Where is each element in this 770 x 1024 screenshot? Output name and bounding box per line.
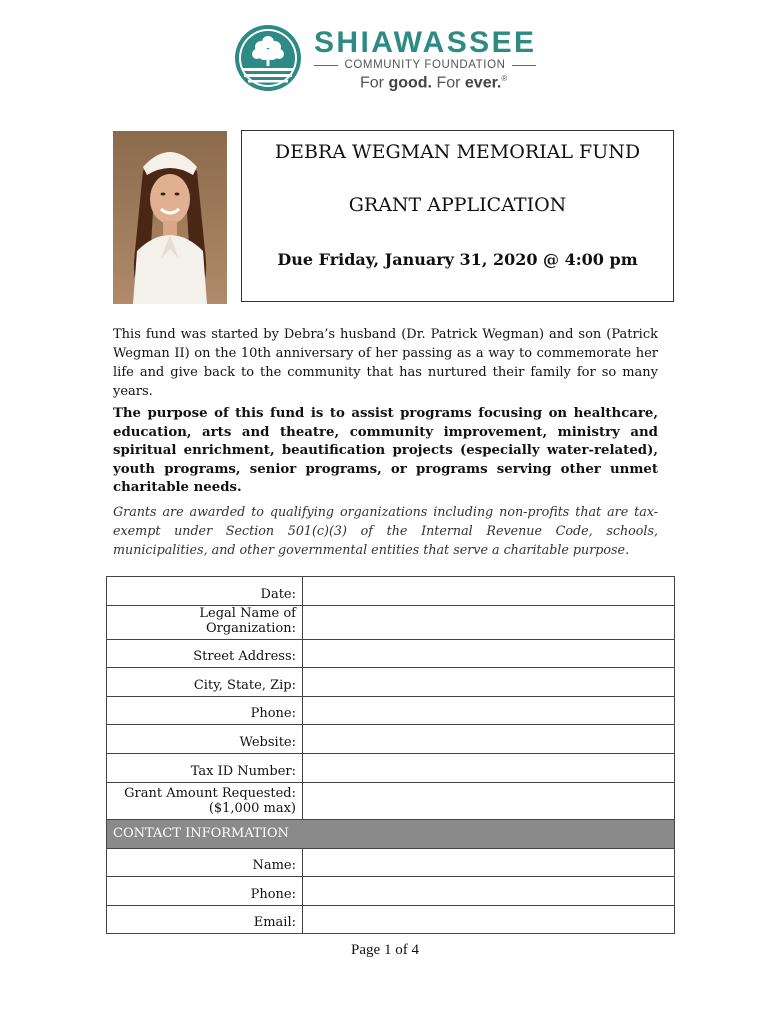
field-label: Email:: [107, 905, 303, 934]
field-label: Grant Amount Requested: ($1,000 max): [107, 782, 303, 819]
tagline: [360, 74, 507, 92]
field-label: City, State, Zip:: [107, 668, 303, 697]
eligibility-paragraph: Grants are awarded to qualifying organizations including non-profits that are tax-exempt under Section 501(c)(3) of the Internal Revenue Code, schools, municipalities, and other governmental entities that serve a charitable purpose.: [113, 504, 658, 557]
field-label: Phone:: [107, 877, 303, 906]
purpose-paragraph: The purpose of this fund is to assist programs focusing on healthcare, education, arts and theatre, community improvement, ministry and spiritual enrichment, beautification projects (especially water-related), youth programs, senior programs, or programs serving other unmet charitable needs.: [113, 406, 658, 495]
due-date: Due Friday, January 31, 2020 @ 4:00 pm: [277, 250, 638, 269]
form-row: [107, 877, 675, 906]
field-label: Tax ID Number:: [107, 753, 303, 782]
fund-title: DEBRA WEGMAN MEMORIAL FUND: [274, 141, 641, 163]
org-name: SHIAWASSEE: [314, 26, 537, 59]
document-title: GRANT APPLICATION: [348, 194, 567, 216]
tagline-ever: ever.: [464, 74, 502, 92]
form-row: [107, 605, 675, 639]
field-label: Street Address:: [107, 639, 303, 668]
date-field[interactable]: [303, 577, 675, 606]
contact-name-field[interactable]: [303, 848, 675, 877]
org-subtitle-row: [314, 58, 536, 72]
contact-section-header: CONTACT INFORMATION: [107, 819, 675, 848]
city-state-zip-field[interactable]: [303, 668, 675, 697]
field-label: Name:: [107, 848, 303, 877]
form-row: [107, 905, 675, 934]
tagline-prefix: For: [360, 74, 389, 92]
phone-field[interactable]: [303, 696, 675, 725]
form-row: [107, 639, 675, 668]
form-row: [107, 753, 675, 782]
street-address-field[interactable]: [303, 639, 675, 668]
divider: [512, 65, 536, 66]
grant-amount-field[interactable]: [303, 782, 675, 819]
portrait-photo: [113, 131, 227, 304]
contact-email-field[interactable]: [303, 905, 675, 934]
field-label: Date:: [107, 577, 303, 606]
intro-paragraph: This fund was started by Debra’s husband (Dr. Patrick Wegman) and son (Patrick Wegman II) on the 10th anniversary of her passing as a way to commemorate her life and give back to the community that has nurtured their family for so many years.: [113, 327, 658, 399]
registered-mark: ®: [501, 74, 508, 83]
divider: [314, 65, 338, 66]
tax-id-field[interactable]: [303, 753, 675, 782]
form-row: [107, 782, 675, 819]
application-form: [106, 576, 675, 934]
title-box: [241, 130, 674, 302]
field-label: Phone:: [107, 696, 303, 725]
section-header-row: [107, 819, 675, 848]
form-row: [107, 848, 675, 877]
form-row: [107, 577, 675, 606]
organization-name-field[interactable]: [303, 605, 675, 639]
tagline-mid: For: [432, 74, 465, 92]
tree-logo-icon: [234, 24, 302, 92]
page-number: Page 1 of 4: [351, 942, 419, 958]
tagline-good: good.: [388, 74, 432, 92]
form-row: [107, 725, 675, 754]
field-label: Legal Name of Organization:: [107, 605, 303, 639]
website-field[interactable]: [303, 725, 675, 754]
contact-phone-field[interactable]: [303, 877, 675, 906]
form-row: [107, 668, 675, 697]
form-row: [107, 696, 675, 725]
org-subtitle: COMMUNITY FOUNDATION: [344, 59, 506, 71]
field-label: Website:: [107, 725, 303, 754]
